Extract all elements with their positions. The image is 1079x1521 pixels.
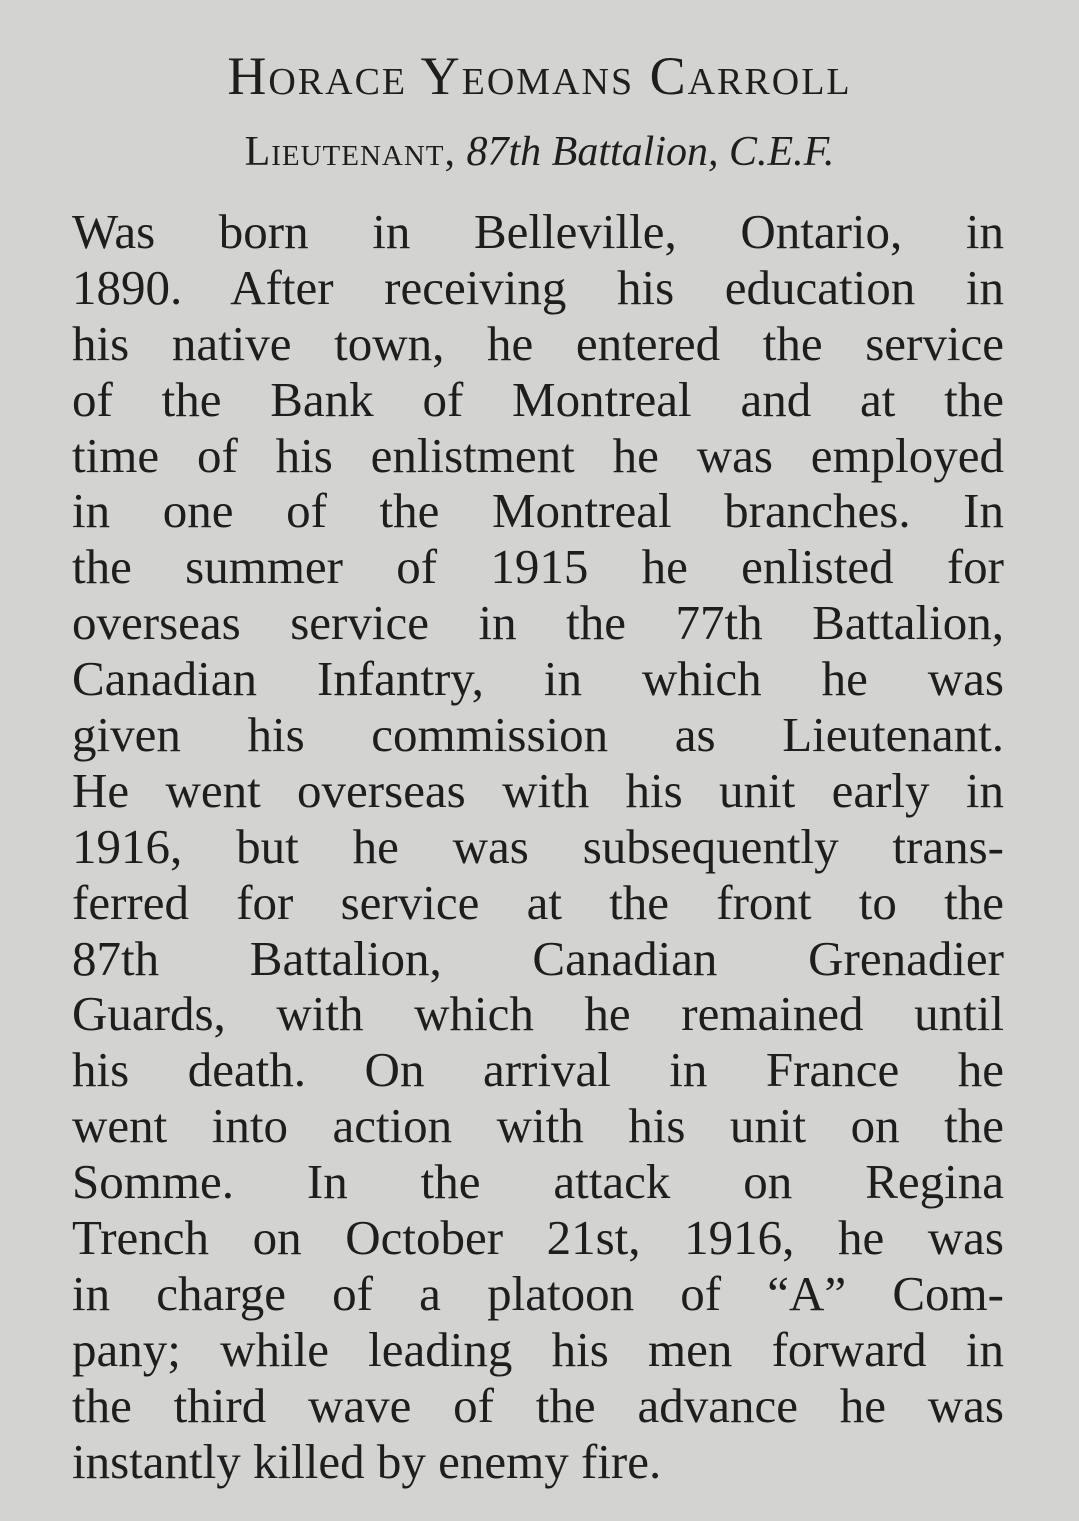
text-line: Somme. In the attack on Regina <box>72 1154 1004 1210</box>
text-line: Guards, with which he remained until <box>72 986 1004 1042</box>
text-line: time of his enlistment he was employed <box>72 427 1004 483</box>
text-line: the summer of 1915 he enlisted for <box>72 539 1004 595</box>
text-line: Canadian Infantry, in which he was <box>72 651 1004 707</box>
text-line: Was born in Belleville, Ontario, in <box>72 204 1004 259</box>
text-line: pany; while leading his men forward in <box>72 1321 1004 1377</box>
text-line: given his commission as Lieutenant. <box>72 707 1004 763</box>
text-line: the third wave of the advance he was <box>72 1377 1004 1433</box>
text-line: 1890. After receiving his education in <box>72 259 1004 315</box>
text-line: in one of the Montreal branches. In <box>72 483 1004 539</box>
text-line: in charge of a platoon of “A” Com- <box>72 1265 1004 1321</box>
text-line: He went overseas with his unit early in <box>72 762 1004 818</box>
biography-paragraph <box>72 204 1004 1489</box>
text-line: of the Bank of Montreal and at the <box>72 371 1004 427</box>
text-line: 87th Battalion, Canadian Grenadier <box>72 930 1004 986</box>
rank-label: Lieutenant, <box>244 129 457 175</box>
page-title: Horace Yeomans Carroll <box>227 46 852 106</box>
text-line: overseas service in the 77th Battalion, <box>72 595 1004 651</box>
rank-and-unit <box>0 124 1079 180</box>
text-line: 1916, but he was subsequently trans- <box>72 818 1004 874</box>
text-line: went into action with his unit on the <box>72 1098 1004 1154</box>
text-line: his death. On arrival in France he <box>72 1042 1004 1098</box>
text-line: his native town, he entered the service <box>72 315 1004 371</box>
unit-label: 87th Battalion, C.E.F. <box>466 129 835 175</box>
text-line: Trench on October 21st, 1916, he was <box>72 1210 1004 1266</box>
text-line: ferred for service at the front to the <box>72 874 1004 930</box>
text-line: instantly killed by enemy fire. <box>72 1433 662 1489</box>
